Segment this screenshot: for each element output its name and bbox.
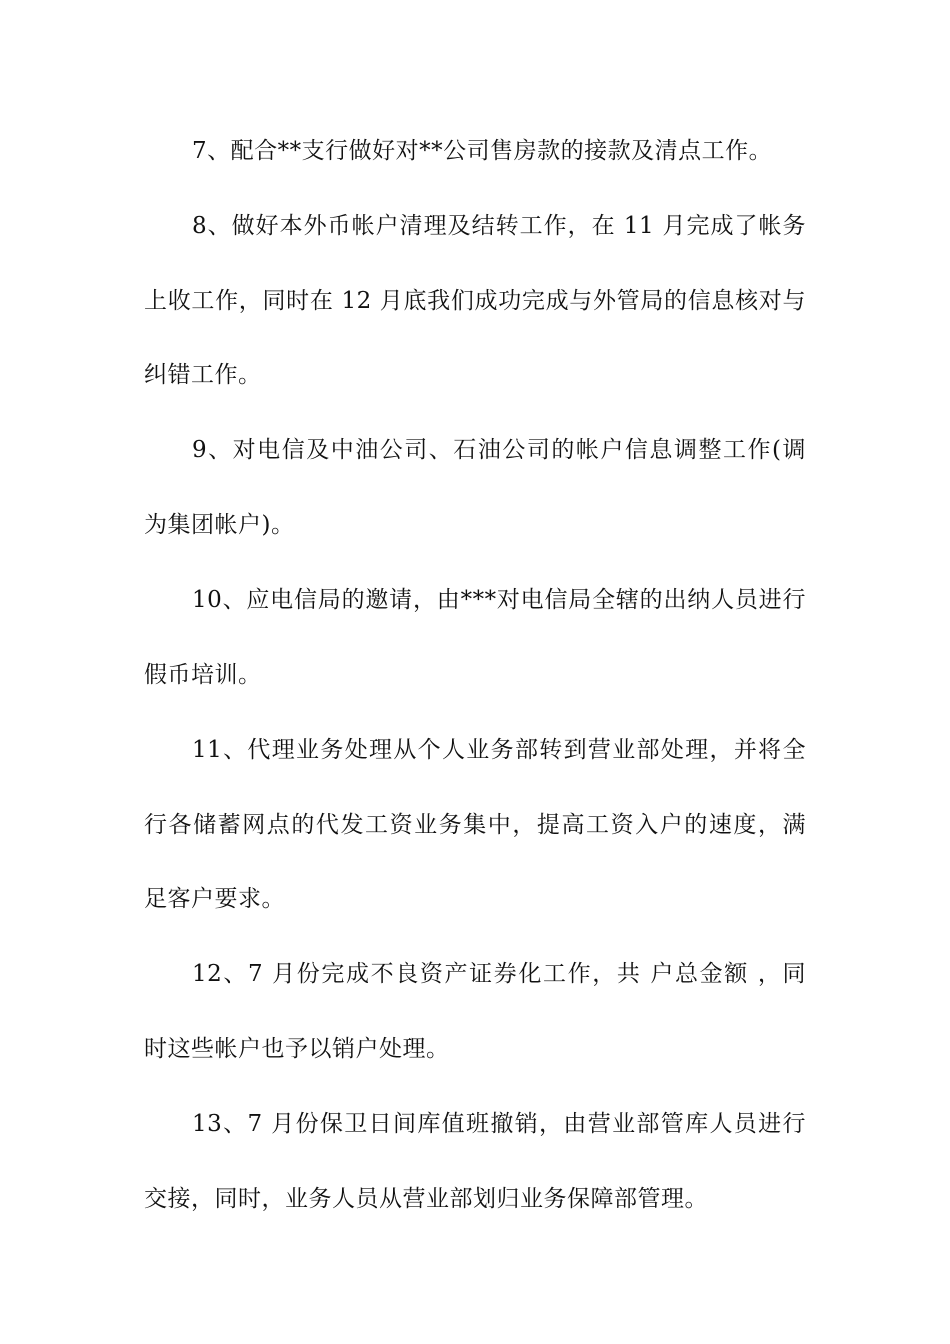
paragraph-13-line-2: 交接，同时，业务人员从营业部划归业务保障部管理。 [144,1186,708,1212]
paragraph-12-line-1: 12、7 月份完成不良资产证券化工作，共 户总金额 ，同 [192,961,806,987]
paragraph-7-line-1: 7、配合**支行做好对**公司售房款的接款及清点工作。 [192,138,773,164]
paragraph-11-line-1: 11、代理业务处理从个人业务部转到营业部处理，并将全 [192,737,806,763]
paragraph-8-line-1: 8、做好本外币帐户清理及结转工作，在 11 月完成了帐务 [192,213,806,239]
paragraph-11-line-3: 足客户要求。 [144,886,285,912]
paragraph-9-line-1: 9、对电信及中油公司、石油公司的帐户信息调整工作(调 [192,437,806,463]
paragraph-13-line-1: 13、7 月份保卫日间库值班撤销，由营业部管库人员进行 [192,1111,806,1137]
paragraph-10-line-1: 10、应电信局的邀请，由***对电信局全辖的出纳人员进行 [192,587,806,613]
paragraph-11-line-2: 行各储蓄网点的代发工资业务集中，提高工资入户的速度，满 [144,812,806,838]
paragraph-8-line-3: 纠错工作。 [144,362,262,388]
paragraph-8-line-2: 上收工作，同时在 12 月底我们成功完成与外管局的信息核对与 [144,288,806,314]
paragraph-10-line-2: 假币培训。 [144,662,262,688]
paragraph-9-line-2: 为集团帐户)。 [144,512,295,538]
paragraph-12-line-2: 时这些帐户也予以销户处理。 [144,1036,450,1062]
